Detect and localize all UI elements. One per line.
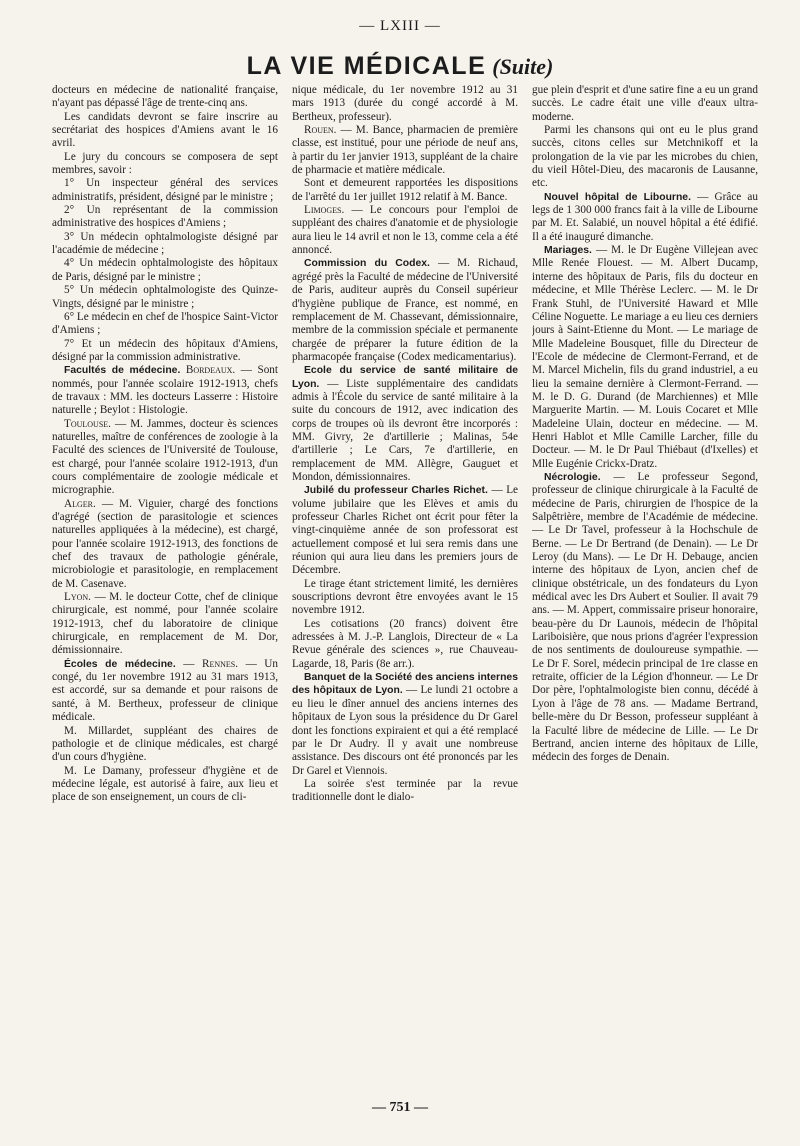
paragraph-text: — Le concours pour l'emploi de suppléant des chaires d'anatomie et de physiologie aura lieu le 14 avril et non le 13, comme cela a été annoncé. bbox=[292, 204, 518, 257]
section-heading: Banquet de la Société des anciens internes des hôpitaux de Lyon. bbox=[292, 672, 518, 697]
paragraph bbox=[532, 244, 758, 471]
text-columns bbox=[52, 84, 758, 1092]
paragraph bbox=[52, 364, 278, 417]
paragraph bbox=[292, 778, 518, 805]
paragraph-text: — Un congé, du 1er novembre 1912 au 31 mars 1913, est accordé, sur sa demande et pour raisons de santé, à M. Bertheux, professeur de clinique médicale. bbox=[52, 657, 278, 724]
section-heading: Jubilé du professeur Charles Richet. bbox=[304, 485, 488, 497]
paragraph bbox=[292, 84, 518, 124]
paragraph bbox=[52, 311, 278, 338]
paragraph-text: Les cotisations (20 francs) doivent être adressées à M. J.-P. Langlois, Directeur de « La Revue générale des sciences », rue Chauveau-Lagarde, 18, Paris (8e arr.). bbox=[292, 617, 518, 670]
paragraph-text: — M. Jammes, docteur ès sciences naturelles, maître de conférences de zoologie à la Faculté des sciences de l'Université de Toulouse, est chargé, pour l'année scolaire 1912-1913, d'un cours complémentaire de zoologie médicale et micrographie. bbox=[52, 417, 278, 497]
city-label: Bordeaux. bbox=[185, 364, 236, 377]
paragraph-text: — M. Bance, pharmacien de première classe, est institué, pour une période de neuf ans, à partir du 1er janvier 1913, suppléant de la chaire de pharmacie et matière médicale. bbox=[292, 124, 518, 177]
paragraph bbox=[52, 658, 278, 725]
paragraph bbox=[52, 177, 278, 204]
paragraph bbox=[292, 257, 518, 364]
section-heading: Facultés de médecine. bbox=[64, 365, 181, 377]
city-label: — Rennes. bbox=[183, 657, 239, 670]
paragraph bbox=[292, 204, 518, 257]
paragraph-text: 1° Un inspecteur général des services administratifs, président, désigné par le ministre ; bbox=[52, 177, 278, 203]
page-roman-numeral: — LXIII — bbox=[359, 18, 441, 34]
paragraph-text: — M. le Dr Eugène Villejean avec Mlle Renée Flouest. — M. Albert Ducamp, interne des hôpitaux de Paris, fils du docteur en médecine, et Mlle Thérèse Leclerc. — M. le Dr Frank Stuhl, de l'Université Haward et Mlle Céline Noguette. Le mariage a eu lieu ces derniers jours à Saint-Etienne du Mont. — Le mariage de Mlle Madeleine Bousquet, fille du Directeur de l'Ecole de médecine de Clermont-Ferrand, et de M. Marcel Michelin, fils du grand industriel, a eu lieu la semaine dernière à Clermont-Ferrand. — M. le D. G. Durand (de Marchiennes) et Mlle Marguerite Martin. — M. Louis Cocaret et Mlle Madeleine Ulain, docteur en médecine. — M. Henri Hablot et Mlle Camille Larcher, fille du Docteur. — M. le Dr Paul Thiébaut (d'Ixelles) et Mlle Eugénie Crickx-Dratz. bbox=[532, 244, 758, 470]
paragraph bbox=[52, 84, 278, 111]
paragraph-text: — M. Richaud, agrégé près la Faculté de médecine de l'Université de Paris, auditeur auprès du Conseil supérieur d'hygiène publique de France, est nommé, en remplacement de M. Chassevant, démissionnaire, membre de la commission spéciale et permanente chargée de préparer la future édition de la pharmacopée française (Codex medicamentarius). bbox=[292, 257, 518, 363]
paragraph-text: 4° Un médecin ophtalmologiste des hôpitaux de Paris, désigné par le ministre ; bbox=[52, 257, 278, 283]
paragraph bbox=[292, 484, 518, 577]
section-heading: Nouvel hôpital de Libourne. bbox=[544, 191, 691, 203]
paragraph-text: docteurs en médecine de nationalité française, n'ayant pas dépassé l'âge de trente-cinq ans. bbox=[52, 84, 278, 110]
paragraph bbox=[52, 338, 278, 365]
paragraph-text: 5° Un médecin ophtalmologiste des Quinze-Vingts, désigné par le ministre ; bbox=[52, 284, 278, 310]
paragraph-text: nique médicale, du 1er novembre 1912 au 31 mars 1913 (durée du congé accordé à M. Bertheux, professeur). bbox=[292, 84, 518, 123]
paragraph-text: — M. le docteur Cotte, chef de clinique chirurgicale, est nommé, pour l'année scolaire 1912-1913, chef du laboratoire de clinique chirurgicale, en remplacement de M. Dor, démissionnaire. bbox=[52, 591, 278, 657]
paragraph-text: 3° Un médecin ophtalmologiste désigné par l'académie de médecine ; bbox=[52, 230, 278, 257]
city-label: Toulouse. bbox=[64, 417, 111, 430]
paragraph bbox=[292, 364, 518, 484]
page-number: — 751 — bbox=[372, 1100, 428, 1115]
paragraph bbox=[532, 191, 758, 244]
city-label: Limoges. bbox=[304, 204, 345, 217]
paragraph bbox=[52, 204, 278, 231]
paragraph-text: — M. Viguier, chargé des fonctions d'agrégé (section de parasitologie et sciences naturelles appliquées à la médecine), est chargé, pour l'année scolaire 1912-1913, des fonctions de chef des travaux de pathologie générale, microbiologie et parasitologie, en remplacement de M. Casenave. bbox=[52, 497, 278, 590]
paragraph bbox=[532, 84, 758, 124]
paragraph-text: — Grâce au legs de 1 300 000 francs fait à la ville de Libourne par M. Et. Salabié, un nouvel hôpital a été édifié. Il a été inauguré dimanche. bbox=[532, 190, 758, 243]
paragraph-text: 7° Et un médecin des hôpitaux d'Amiens, désigné par la commission administrative. bbox=[52, 337, 278, 363]
title-text: LA VIE MÉDICALE bbox=[246, 52, 487, 80]
paragraph bbox=[52, 418, 278, 498]
paragraph bbox=[52, 591, 278, 658]
paragraph-text: Les candidats devront se faire inscrire au secrétariat des hospices d'Amiens avant le 16 avril. bbox=[52, 110, 278, 150]
paragraph-text: 2° Un représentant de la commission administrative des hospices d'Amiens ; bbox=[52, 204, 278, 230]
city-label: Alger. bbox=[64, 497, 96, 510]
column-right bbox=[532, 84, 758, 1092]
paragraph bbox=[52, 257, 278, 284]
section-heading: Nécrologie. bbox=[544, 471, 601, 483]
paragraph bbox=[292, 177, 518, 204]
paragraph-text: M. Millardet, suppléant des chaires de pathologie et de clinique médicales, est chargé d'un cours d'hygiène. bbox=[52, 724, 278, 764]
paragraph bbox=[292, 578, 518, 618]
paragraph bbox=[52, 151, 278, 178]
page-title bbox=[0, 52, 800, 81]
paragraph-text: M. Le Damany, professeur d'hygiène et de médecine légale, est autorisé à faire, aux lieu et place de son enseignement, un cours de cli- bbox=[52, 764, 278, 804]
paragraph bbox=[52, 765, 278, 805]
column-left bbox=[52, 84, 278, 1092]
paragraph-text: — Liste supplémentaire des candidats admis à l'École du service de santé militaire à la suite du concours de 1912, avec indication des corps de troupes où ils devront être incorporés : MM. Givry, 2e d'artillerie ; Malinas, 54e d'artillerie ; Le Cars, 7e d'artillerie, en remplacement de MM. Allègre, Gauguet et Mondon, démissionnaires. bbox=[292, 377, 518, 483]
section-heading: Commission du Codex. bbox=[304, 258, 430, 270]
paragraph-text: Parmi les chansons qui ont eu le plus grand succès, citons celles sur Metchnikoff et la prolongation de la vie par les microbes du chien, du vieil Hôtel-Dieu, des macaronis de Lausanne, etc. bbox=[532, 124, 758, 190]
paragraph-text: gue plein d'esprit et d'une satire fine a eu un grand succès. Le cadre était une ville d'eaux ultra-moderne. bbox=[532, 84, 758, 123]
paragraph-text: — Le lundi 21 octobre a eu lieu le dîner annuel des anciens internes des hôpitaux de Lyon sous la présidence du Dr Garel dont les fonctions expiraient et qui a été remplacé par le Dr Audry. Il y avait une nombreuse assistance. Des discours ont été prononcés par les Dr Garel et Viennois. bbox=[292, 684, 518, 777]
paragraph bbox=[52, 231, 278, 258]
paragraph-text: — Sont nommés, pour l'année scolaire 1912-1913, chefs de travaux : MM. les docteurs Lasserre : Histoire naturelle ; Beylot : Histologie. bbox=[52, 364, 278, 417]
section-heading: Ecole du service de santé militaire de Lyon. bbox=[292, 365, 518, 390]
city-label: Lyon. bbox=[64, 591, 91, 604]
paragraph bbox=[52, 111, 278, 151]
paragraph bbox=[532, 124, 758, 191]
paragraph bbox=[292, 124, 518, 177]
paragraph-text: La soirée s'est terminée par la revue traditionnelle dont le dialo- bbox=[292, 777, 518, 804]
paragraph-text: Le tirage étant strictement limité, les dernières souscriptions devront être envoyées avant le 15 novembre 1912. bbox=[292, 577, 518, 617]
paragraph bbox=[52, 725, 278, 765]
column-middle bbox=[292, 84, 518, 1092]
paragraph-text: Le jury du concours se composera de sept membres, savoir : bbox=[52, 150, 278, 177]
paragraph-text: — Le volume jubilaire que les Elèves et amis du professeur Charles Richet ont écrit pour fêter la vingt-cinquième année de son professorat est actuellement composé et lui sera remis dans une réunion qui aura lieu dans les premiers jours de Décembre. bbox=[292, 484, 518, 577]
paragraph bbox=[52, 498, 278, 591]
paragraph-text: Sont et demeurent rapportées les dispositions de l'arrêté du 1er juillet 1912 relatif à M. Bance. bbox=[292, 177, 518, 203]
title-suite: (Suite) bbox=[492, 54, 554, 79]
paragraph-text: — Le professeur Segond, professeur de clinique chirurgicale à la Faculté de médecine de Paris, chirurgien de l'hospice de la Salpêtrière, membre de l'Académie de médecine. — Le Dr Tavel, professeur à la Hochschule de Berne. — Le Dr Bertrand (de Denain). — Le Dr Leroy (du Mans). — Le Dr H. Debauge, ancien interne des hôpitaux de Lyon, ancien chef de clinique obstétricale, un des fondateurs du Lyon médical avec les Drs Aubert et Soulier. Il avait 79 ans. — M. Appert, commissaire priseur honoraire, beau-père du Dr Launois, médecin de l'hôpital Lariboisière, que nous prions d'agréer l'expression de nos sentiments de douloureuse sympathie. — Le Dr F. Sorel, médecin principal de 1re classe en retraite, officier de la Légion d'honneur. — Le Dr Dor père, l'ophtalmologiste bien connu, décédé à Lyon à l'âge de 78 ans. — Madame Bertrand, belle-mère du Dr Besson, professeur suppléant à la Faculté libre de médecine de Lille. — Le Dr Bertrand, ancien interne des hôpitaux de Lille, médecin des forges de Denain. bbox=[532, 470, 758, 764]
paragraph bbox=[292, 671, 518, 778]
paragraph bbox=[532, 471, 758, 765]
city-label: Rouen. bbox=[304, 124, 337, 137]
paragraph bbox=[52, 284, 278, 311]
paragraph bbox=[292, 618, 518, 671]
section-heading: Écoles de médecine. bbox=[64, 658, 176, 670]
section-heading: Mariages. bbox=[544, 245, 592, 257]
paragraph-text: 6° Le médecin en chef de l'hospice Saint-Victor d'Amiens ; bbox=[52, 310, 278, 337]
